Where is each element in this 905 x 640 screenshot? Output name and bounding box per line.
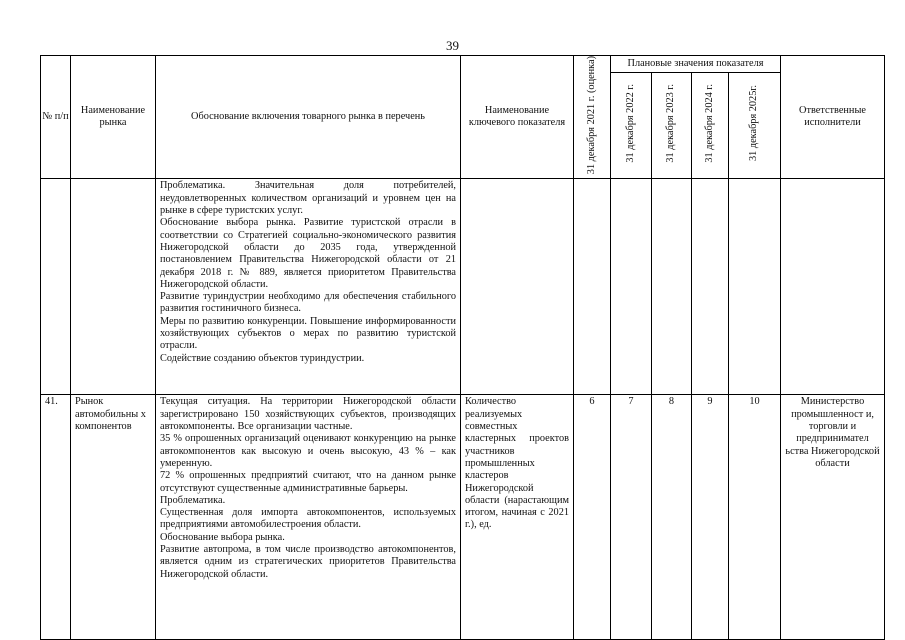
row41-value-2023: 8 bbox=[652, 395, 692, 640]
cont-2022-cell bbox=[611, 179, 652, 395]
cont-paragraph: Обоснование выбора рынка. Развитие туристской отрасли в соответствии со Стратегией социально-экономического развития Нижегородской области до 2035 года, утвержденной постановлением Правительства Нижегородской области от 21 декабря 2018 г. № 889, является приоритетом Правительства Нижегородской области. bbox=[160, 217, 456, 290]
cont-indicator-cell bbox=[461, 179, 574, 395]
row41-paragraph: 35 % опрошенных организаций оценивают конкуренцию на рынке автокомпонентов как высокую и очень высокую, 43 % – как умеренную. bbox=[160, 433, 456, 469]
row41-value-2024: 9 bbox=[692, 395, 729, 640]
header-indicator: Наименование ключевого показателя bbox=[461, 56, 574, 179]
header-2025: 31 декабря 2025г. bbox=[729, 72, 781, 179]
row41-indicator-text: Количество реализуемых совместных кластерных проектов участников промышленных кластеров Нижегородской области (нарастающим итогом, начиная с 2021 г.), ед. bbox=[465, 396, 569, 531]
row41-paragraph: Проблематика. bbox=[160, 494, 226, 506]
row41-paragraph: Развитие автопрома, в том числе производство автокомпонентов, является одним из стратегических приоритетов Правительства Нижегородской области. bbox=[160, 544, 456, 580]
row41-paragraph: 72 % опрошенных предприятий считают, что на данном рынке отсутствуют существенные административные барьеры. bbox=[160, 470, 456, 494]
row41-indicator bbox=[461, 395, 574, 640]
header-planned-values: Плановые значения показателя bbox=[611, 56, 781, 73]
cont-2024-cell bbox=[692, 179, 729, 395]
row41-value-2022: 7 bbox=[611, 395, 652, 640]
header-2022: 31 декабря 2022 г. bbox=[611, 72, 652, 179]
cont-paragraph: Содействие созданию объектов туриндустрии. bbox=[160, 352, 365, 364]
row41-justification-cell bbox=[156, 395, 461, 640]
competition-markets-table bbox=[40, 55, 885, 640]
cont-market-cell bbox=[71, 179, 156, 395]
header-num: № п/п bbox=[41, 56, 71, 179]
header-market: Наименование рынка bbox=[71, 56, 156, 179]
row41-responsible: Министерство промышленност и, торговли и предпринимател ьства Нижегородской области bbox=[781, 395, 885, 640]
page-number: 39 bbox=[446, 38, 459, 53]
cont-responsible-cell bbox=[781, 179, 885, 395]
header-2024: 31 декабря 2024 г. bbox=[692, 72, 729, 179]
cont-num-cell bbox=[41, 179, 71, 395]
row41-value-2025: 10 bbox=[729, 395, 781, 640]
row41-num: 41. bbox=[41, 395, 71, 640]
header-responsible: Ответственные исполнители bbox=[781, 56, 885, 179]
row41-paragraph: Текущая ситуация. На территории Нижегородской области зарегистрировано 150 хозяйствующих субъектов, производящих автокомпоненты. Все организации частные. bbox=[160, 396, 456, 433]
row41-paragraph: Обоснование выбора рынка. bbox=[160, 531, 285, 543]
cont-paragraph: Меры по развитию конкуренции. Повышение информированности хозяйствующих субъектов о мерах по развитию туристской отрасли. bbox=[160, 315, 456, 352]
cont-paragraph: Развитие туриндустрии необходимо для обеспечения стабильного развития гостиничного бизнеса. bbox=[160, 291, 456, 315]
row41-value-2021: 6 bbox=[574, 395, 611, 640]
cont-paragraph: Проблематика. Значительная доля потребителей, неудовлетворенных количеством организаций и уровнем цен на рынке в сфере туристских услуг. bbox=[160, 180, 456, 217]
header-estimate-2021: 31 декабря 2021 г. (оценка) bbox=[574, 56, 611, 179]
header-2023: 31 декабря 2023 г. bbox=[652, 72, 692, 179]
row41-market: Рынок автомобильны х компонентов bbox=[71, 395, 156, 640]
header-justification: Обоснование включения товарного рынка в перечень bbox=[156, 56, 461, 179]
row41-paragraph: Существенная доля импорта автокомпонентов, используемых предприятиями автомобилестроения области. bbox=[160, 507, 456, 531]
cont-2023-cell bbox=[652, 179, 692, 395]
cont-2025-cell bbox=[729, 179, 781, 395]
cont-justification-cell bbox=[156, 179, 461, 395]
cont-2021-cell bbox=[574, 179, 611, 395]
